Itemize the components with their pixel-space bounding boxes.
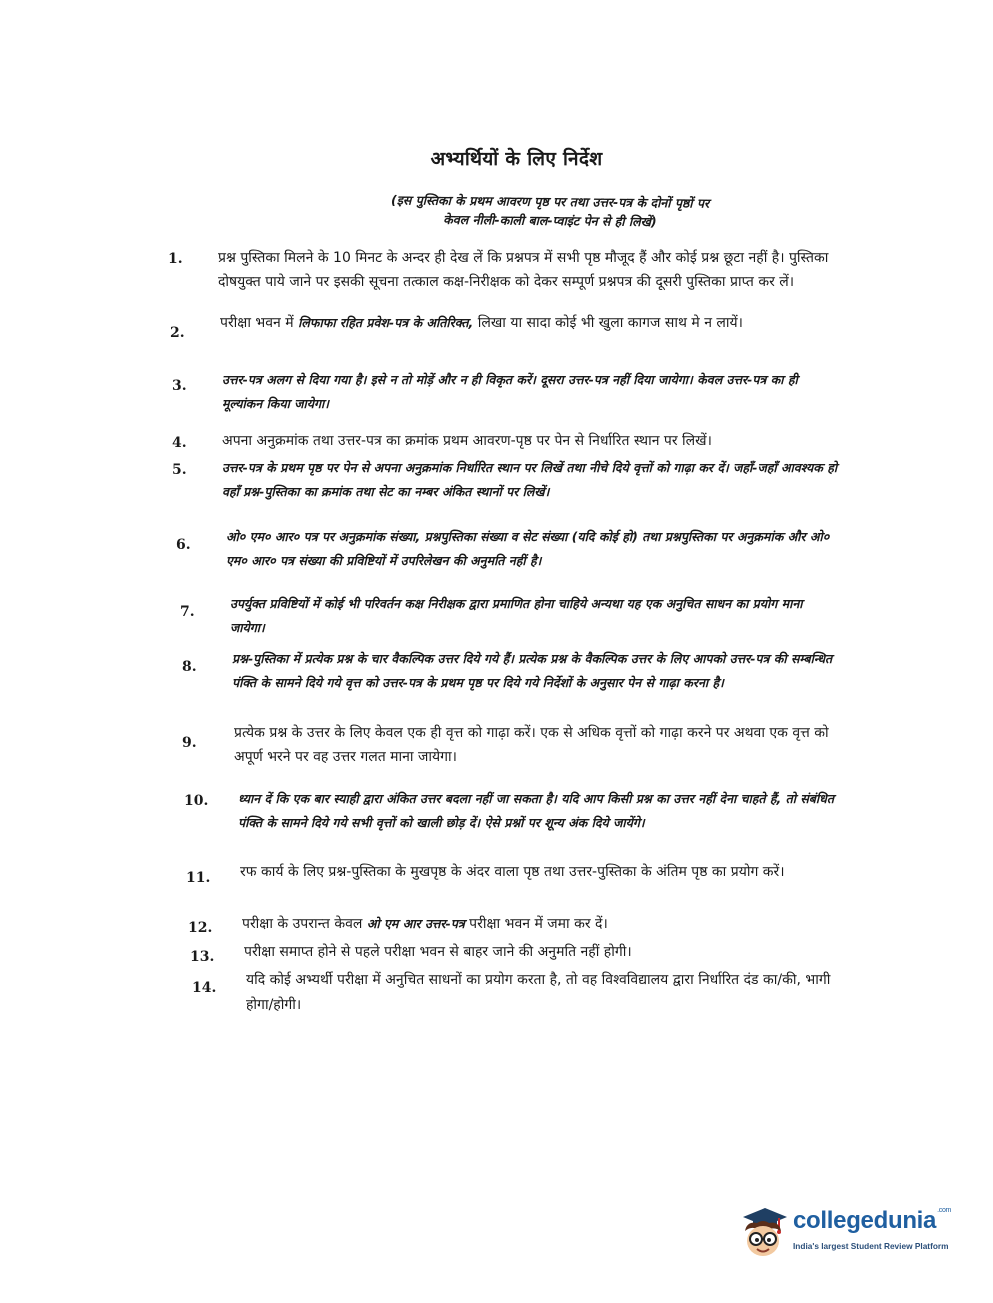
instruction-text: उत्तर-पत्र अलग से दिया गया है। इसे न तो मोड़ें और न ही विकृत करें। दूसरा उत्तर-पत्र नहीं दिया जायेगा। केवल उत्तर-पत्र का ही मूल्यांकन किया जायेगा। <box>222 372 798 411</box>
page-title: अभ्यर्थियों के लिए निर्देश <box>430 148 603 170</box>
instruction-number: 3. <box>172 378 187 394</box>
instruction-item-5 <box>172 456 838 504</box>
instruction-item-6 <box>176 525 840 573</box>
instruction-item-3 <box>172 368 838 416</box>
instruction-item-9 <box>182 721 846 769</box>
instruction-number: 13. <box>190 949 215 965</box>
instruction-number: 11. <box>186 870 211 886</box>
instruction-text: ध्यान दें कि एक बार स्याही द्वारा अंकित उत्तर बदला नहीं जा सकता है। यदि आप किसी प्रश्न का उत्तर नहीं देना चाहते हैं, तो संबंधित पंक्ति के सामने दिये गये सभी वृत्तों को खाली छोड़ दें। ऐसे प्रश्नों पर शून्य अंक दिये जायेंगे। <box>238 791 834 830</box>
instruction-text-part: परीक्षा के उपरान्त केवल <box>242 916 367 932</box>
instruction-emphasis: लिफाफा रहित प्रवेश-पत्र के अतिरिक्त, <box>298 315 474 330</box>
instruction-number: 8. <box>182 659 197 675</box>
instruction-text: अपना अनुक्रमांक तथा उत्तर-पत्र का क्रमांक प्रथम आवरण-पृष्ठ पर पेन से निर्धारित स्थान पर लिखें। <box>222 433 712 449</box>
instruction-item-1 <box>168 246 838 294</box>
instruction-number: 12. <box>188 920 213 936</box>
instruction-item-8 <box>182 647 842 695</box>
instruction-text: यदि कोई अभ्यर्थी परीक्षा में अनुचित साधनों का प्रयोग करता है, तो वह विश्वविद्यालय द्वारा निर्धारित दंड का/की, भागी होगा/होगी। <box>246 972 831 1013</box>
instruction-item-4 <box>172 430 842 453</box>
instruction-text <box>210 311 840 335</box>
instruction-text-part: लिखा या सादा कोई भी खुला कागज साथ मे न लायें। <box>473 315 743 331</box>
logo-wordmark <box>793 1207 951 1235</box>
instruction-number: 2. <box>170 325 185 341</box>
instruction-item-12 <box>188 912 848 936</box>
instruction-item-13 <box>190 941 850 965</box>
instruction-number: 10. <box>184 793 209 809</box>
instruction-number: 7. <box>180 604 195 620</box>
subtitle-line-1: (इस पुस्तिका के प्रथम आवरण पृष्ठ पर तथा उत्तर-पत्र के दोनों पृष्ठों पर <box>390 192 710 211</box>
instruction-text: उपर्युक्त प्रविष्टियों में कोई भी परिवर्तन कक्ष निरीक्षक द्वारा प्रमाणित होना चाहिये अन्यथा यह एक अनुचित साधन का प्रयोग माना जायेगा। <box>230 596 803 635</box>
instruction-text: उत्तर-पत्र के प्रथम पृष्ठ पर पेन से अपना अनुक्रमांक निर्धारित स्थान पर लिखें तथा नीचे दिये वृत्तों को गाढ़ा कर दें। जहाँ-जहाँ आवश्यक हो वहाँ प्रश्न-पुस्तिका का क्रमांक तथा सेट का नम्बर अंकित स्थानों पर लिखें। <box>222 460 838 499</box>
instruction-text: प्रत्येक प्रश्न के उत्तर के लिए केवल एक ही वृत्त को गाढ़ा करें। एक से अधिक वृत्तों को गाढ़ा करने पर अथवा एक वृत्त को अपूर्ण भरने पर वह उत्तर गलत माना जायेगा। <box>234 725 829 765</box>
logo-name: collegedunia <box>793 1207 937 1234</box>
instruction-emphasis: ओ एम आर उत्तर-पत्र <box>366 916 465 931</box>
instruction-item-14 <box>192 968 852 1018</box>
subtitle-line-2: केवल नीली-काली बाल-प्वाइंट पेन से ही लिखें) <box>443 211 657 230</box>
instruction-number: 1. <box>168 251 183 267</box>
instruction-text: प्रश्न-पुस्तिका में प्रत्येक प्रश्न के चार वैकल्पिक उत्तर दिये गये हैं। प्रत्येक प्रश्न के वैकल्पिक उत्तर के लिए आपको उत्तर-पत्र की सम्बन्धित पंक्ति के सामने दिये गये वृत्त को उत्तर-पत्र के प्रथम पृष्ठ पर दिये गये निर्देशों के अनुसार पेन से गाढ़ा करना है। <box>232 651 833 690</box>
instruction-text: परीक्षा समाप्त होने से पहले परीक्षा भवन से बाहर जाने की अनुमति नहीं होगी। <box>244 944 632 960</box>
instruction-text-part: परीक्षा भवन में जमा कर दें। <box>464 916 608 932</box>
instruction-number: 4. <box>172 435 187 451</box>
instruction-item-11 <box>186 860 846 886</box>
collegedunia-logo[interactable] <box>735 1205 965 1265</box>
instruction-number: 5. <box>172 462 187 478</box>
instruction-number: 9. <box>182 735 197 751</box>
instruction-text-part: परीक्षा भवन में <box>220 315 299 331</box>
graduate-mascot-icon <box>735 1205 791 1263</box>
page-subtitle <box>230 189 870 234</box>
instruction-text <box>228 912 848 936</box>
instruction-item-7 <box>180 592 840 640</box>
instruction-number: 6. <box>176 537 191 553</box>
instruction-number: 14. <box>192 980 217 996</box>
instruction-text: ओ० एम० आर० पत्र पर अनुक्रमांक संख्या, प्रश्नपुस्तिका संख्या व सेट संख्या (यदि कोई हो) तथा प्रश्नपुस्तिका पर अनुक्रमांक और ओ० एम० आर० पत्र संख्या की प्रविष्टियों में उपरिलेखन की अनुमति नहीं है। <box>226 529 830 568</box>
instruction-item-2 <box>170 311 840 341</box>
logo-tagline: India's largest Student Review Platform <box>793 1241 949 1251</box>
instruction-text: रफ कार्य के लिए प्रश्न-पुस्तिका के मुखपृष्ठ के अंदर वाला पृष्ठ तथा उत्तर-पुस्तिका के अंतिम पृष्ठ का प्रयोग करें। <box>240 864 785 880</box>
instruction-text: प्रश्न पुस्तिका मिलने के 10 मिनट के अन्दर ही देख लें कि प्रश्नपत्र में सभी पृष्ठ मौजूद हैं और कोई प्रश्न छूटा नहीं है। पुस्तिका दोषयुक्त पाये जाने पर इसकी सूचना तत्काल कक्ष-निरीक्षक को देकर सम्पूर्ण प्रश्नपत्र की दूसरी पुस्तिका प्राप्त कर लें। <box>218 250 829 290</box>
instruction-item-10 <box>184 787 844 835</box>
logo-suffix: .com <box>937 1207 952 1214</box>
